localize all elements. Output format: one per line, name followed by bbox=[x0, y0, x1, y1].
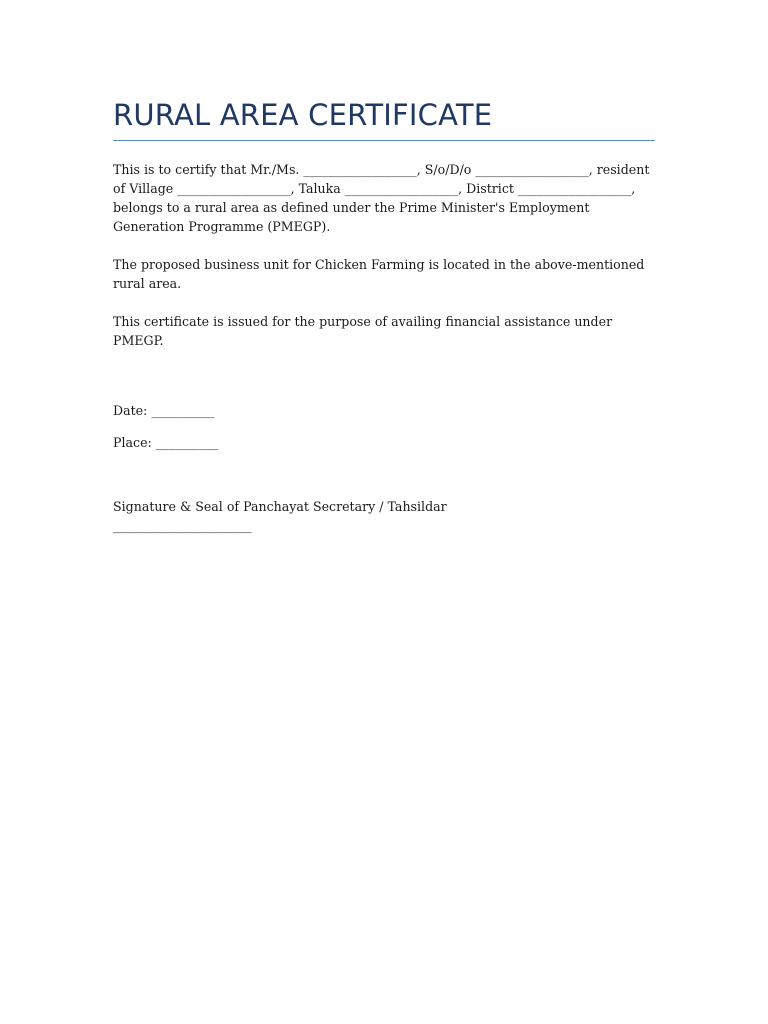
title-underline-rule bbox=[113, 140, 655, 141]
signature-label: Signature & Seal of Panchayat Secretary / Tahsildar bbox=[113, 499, 447, 514]
purpose-paragraph: This certificate is issued for the purpose of availing financial assistance under PMEGP. bbox=[113, 314, 613, 348]
signature-line: __________________________ bbox=[113, 518, 251, 533]
place-field: Place: __________ bbox=[113, 435, 219, 450]
document-title: RURAL AREA CERTIFICATE bbox=[113, 98, 493, 132]
date-field: Date: __________ bbox=[113, 403, 215, 418]
spacer bbox=[113, 369, 655, 401]
certification-paragraph: This is to certify that Mr./Ms. __________________, S/o/D/o __________________, resident of Village __________________, Taluka __________________, District __________________, belongs to a rural area as defined under the Prime Minister's Employment Generation Programme (PMEGP). bbox=[113, 162, 650, 234]
spacer bbox=[113, 465, 655, 497]
certificate-page bbox=[113, 96, 655, 535]
business-unit-paragraph: The proposed business unit for Chicken Farming is located in the above-mentioned rural area. bbox=[113, 257, 645, 291]
